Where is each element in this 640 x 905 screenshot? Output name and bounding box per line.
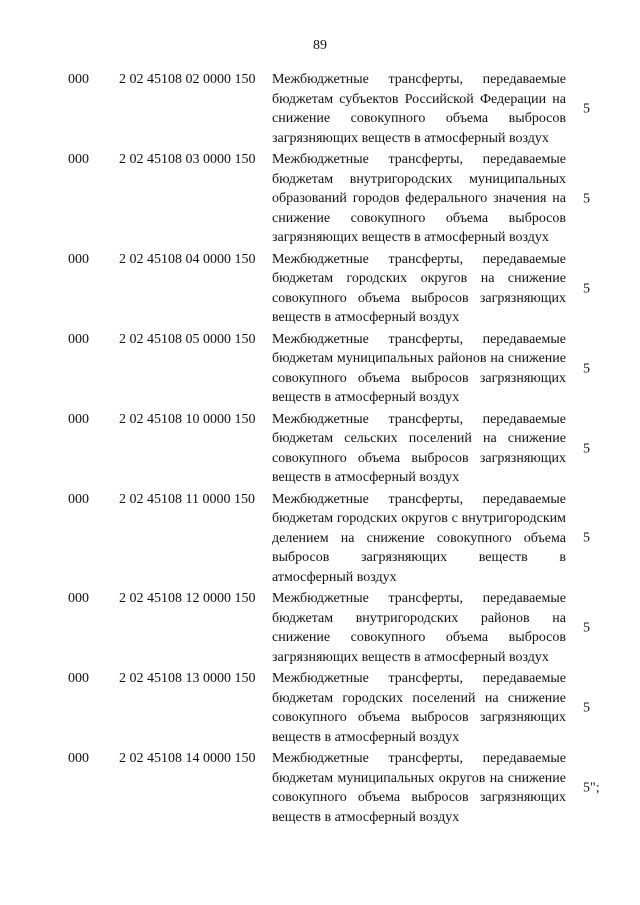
admin-code: 000 — [68, 72, 89, 87]
table-row — [0, 150, 640, 248]
table-row — [0, 749, 640, 827]
row-value: 5 — [583, 360, 590, 376]
admin-code: 000 — [68, 671, 89, 686]
row-description: Межбюджетные трансферты, передаваемые бюджетам городских поселений на снижение совокупного объема выбросов загрязняющих веществ в атмосферный воздух — [272, 671, 566, 745]
table-row — [0, 250, 640, 328]
row-description: Межбюджетные трансферты, передаваемые бюджетам городских округов на снижение совокупного объема выбросов загрязняющих веществ в атмосферный воздух — [272, 251, 566, 325]
table-row — [0, 410, 640, 488]
admin-code: 000 — [68, 411, 89, 427]
table-row — [0, 330, 640, 408]
row-value: 5 — [583, 700, 590, 716]
budget-code: 2 02 45108 05 0000 150 — [119, 331, 256, 347]
row-value: 5 — [583, 530, 590, 546]
row-value: 5 — [583, 440, 590, 456]
row-description: Межбюджетные трансферты, передаваемые бюджетам муниципальных округов на снижение совокупного объема выбросов загрязняющих веществ в атмосферный воздух — [272, 751, 566, 825]
row-description: Межбюджетные трансферты, передаваемые бюджетам внутригородских муниципальных образований городов федерального значения на снижение совокупного объема выбросов загрязняющих веществ в атмосферный воздух — [272, 152, 566, 245]
admin-code: 000 — [68, 591, 89, 606]
admin-code: 000 — [68, 331, 89, 347]
table-row — [0, 490, 640, 588]
row-value: 5"; — [583, 780, 600, 796]
row-value: 5 — [583, 620, 590, 636]
budget-code: 2 02 45108 11 0000 150 — [119, 491, 255, 507]
budget-code: 2 02 45108 13 0000 150 — [119, 671, 256, 686]
budget-table — [0, 70, 640, 829]
admin-code: 000 — [68, 251, 89, 267]
budget-code: 2 02 45108 04 0000 150 — [119, 251, 256, 267]
budget-code: 2 02 45108 10 0000 150 — [119, 411, 256, 427]
row-value: 5 — [583, 191, 590, 206]
admin-code: 000 — [68, 152, 89, 167]
budget-code: 2 02 45108 02 0000 150 — [119, 72, 256, 87]
admin-code: 000 — [68, 491, 89, 507]
admin-code: 000 — [68, 751, 89, 766]
page-number: 89 — [313, 38, 327, 53]
row-value: 5 — [583, 280, 590, 296]
row-description: Межбюджетные трансферты, передаваемые бюджетам сельских поселений на снижение совокупного объема выбросов загрязняющих веществ в атмосферный воздух — [272, 411, 566, 485]
row-description: Межбюджетные трансферты, передаваемые бюджетам городских округов с внутригородским делением на снижение совокупного объема выбросов загрязняющих веществ в атмосферный воздух — [272, 491, 566, 585]
row-description: Межбюджетные трансферты, передаваемые бюджетам внутригородских районов на снижение совокупного объема выбросов загрязняющих веществ в атмосферный воздух — [272, 591, 566, 665]
budget-code: 2 02 45108 12 0000 150 — [119, 591, 256, 606]
row-description: Межбюджетные трансферты, передаваемые бюджетам субъектов Российской Федерации на снижение совокупного объема выбросов загрязняющих веществ в атмосферный воздух — [272, 72, 566, 146]
table-row — [0, 589, 640, 667]
table-row — [0, 669, 640, 747]
budget-code: 2 02 45108 03 0000 150 — [119, 152, 256, 167]
row-value: 5 — [583, 101, 590, 117]
budget-code: 2 02 45108 14 0000 150 — [119, 751, 256, 766]
row-description: Межбюджетные трансферты, передаваемые бюджетам муниципальных районов на снижение совокупного объема выбросов загрязняющих веществ в атмосферный воздух — [272, 331, 566, 405]
table-row — [0, 70, 640, 148]
